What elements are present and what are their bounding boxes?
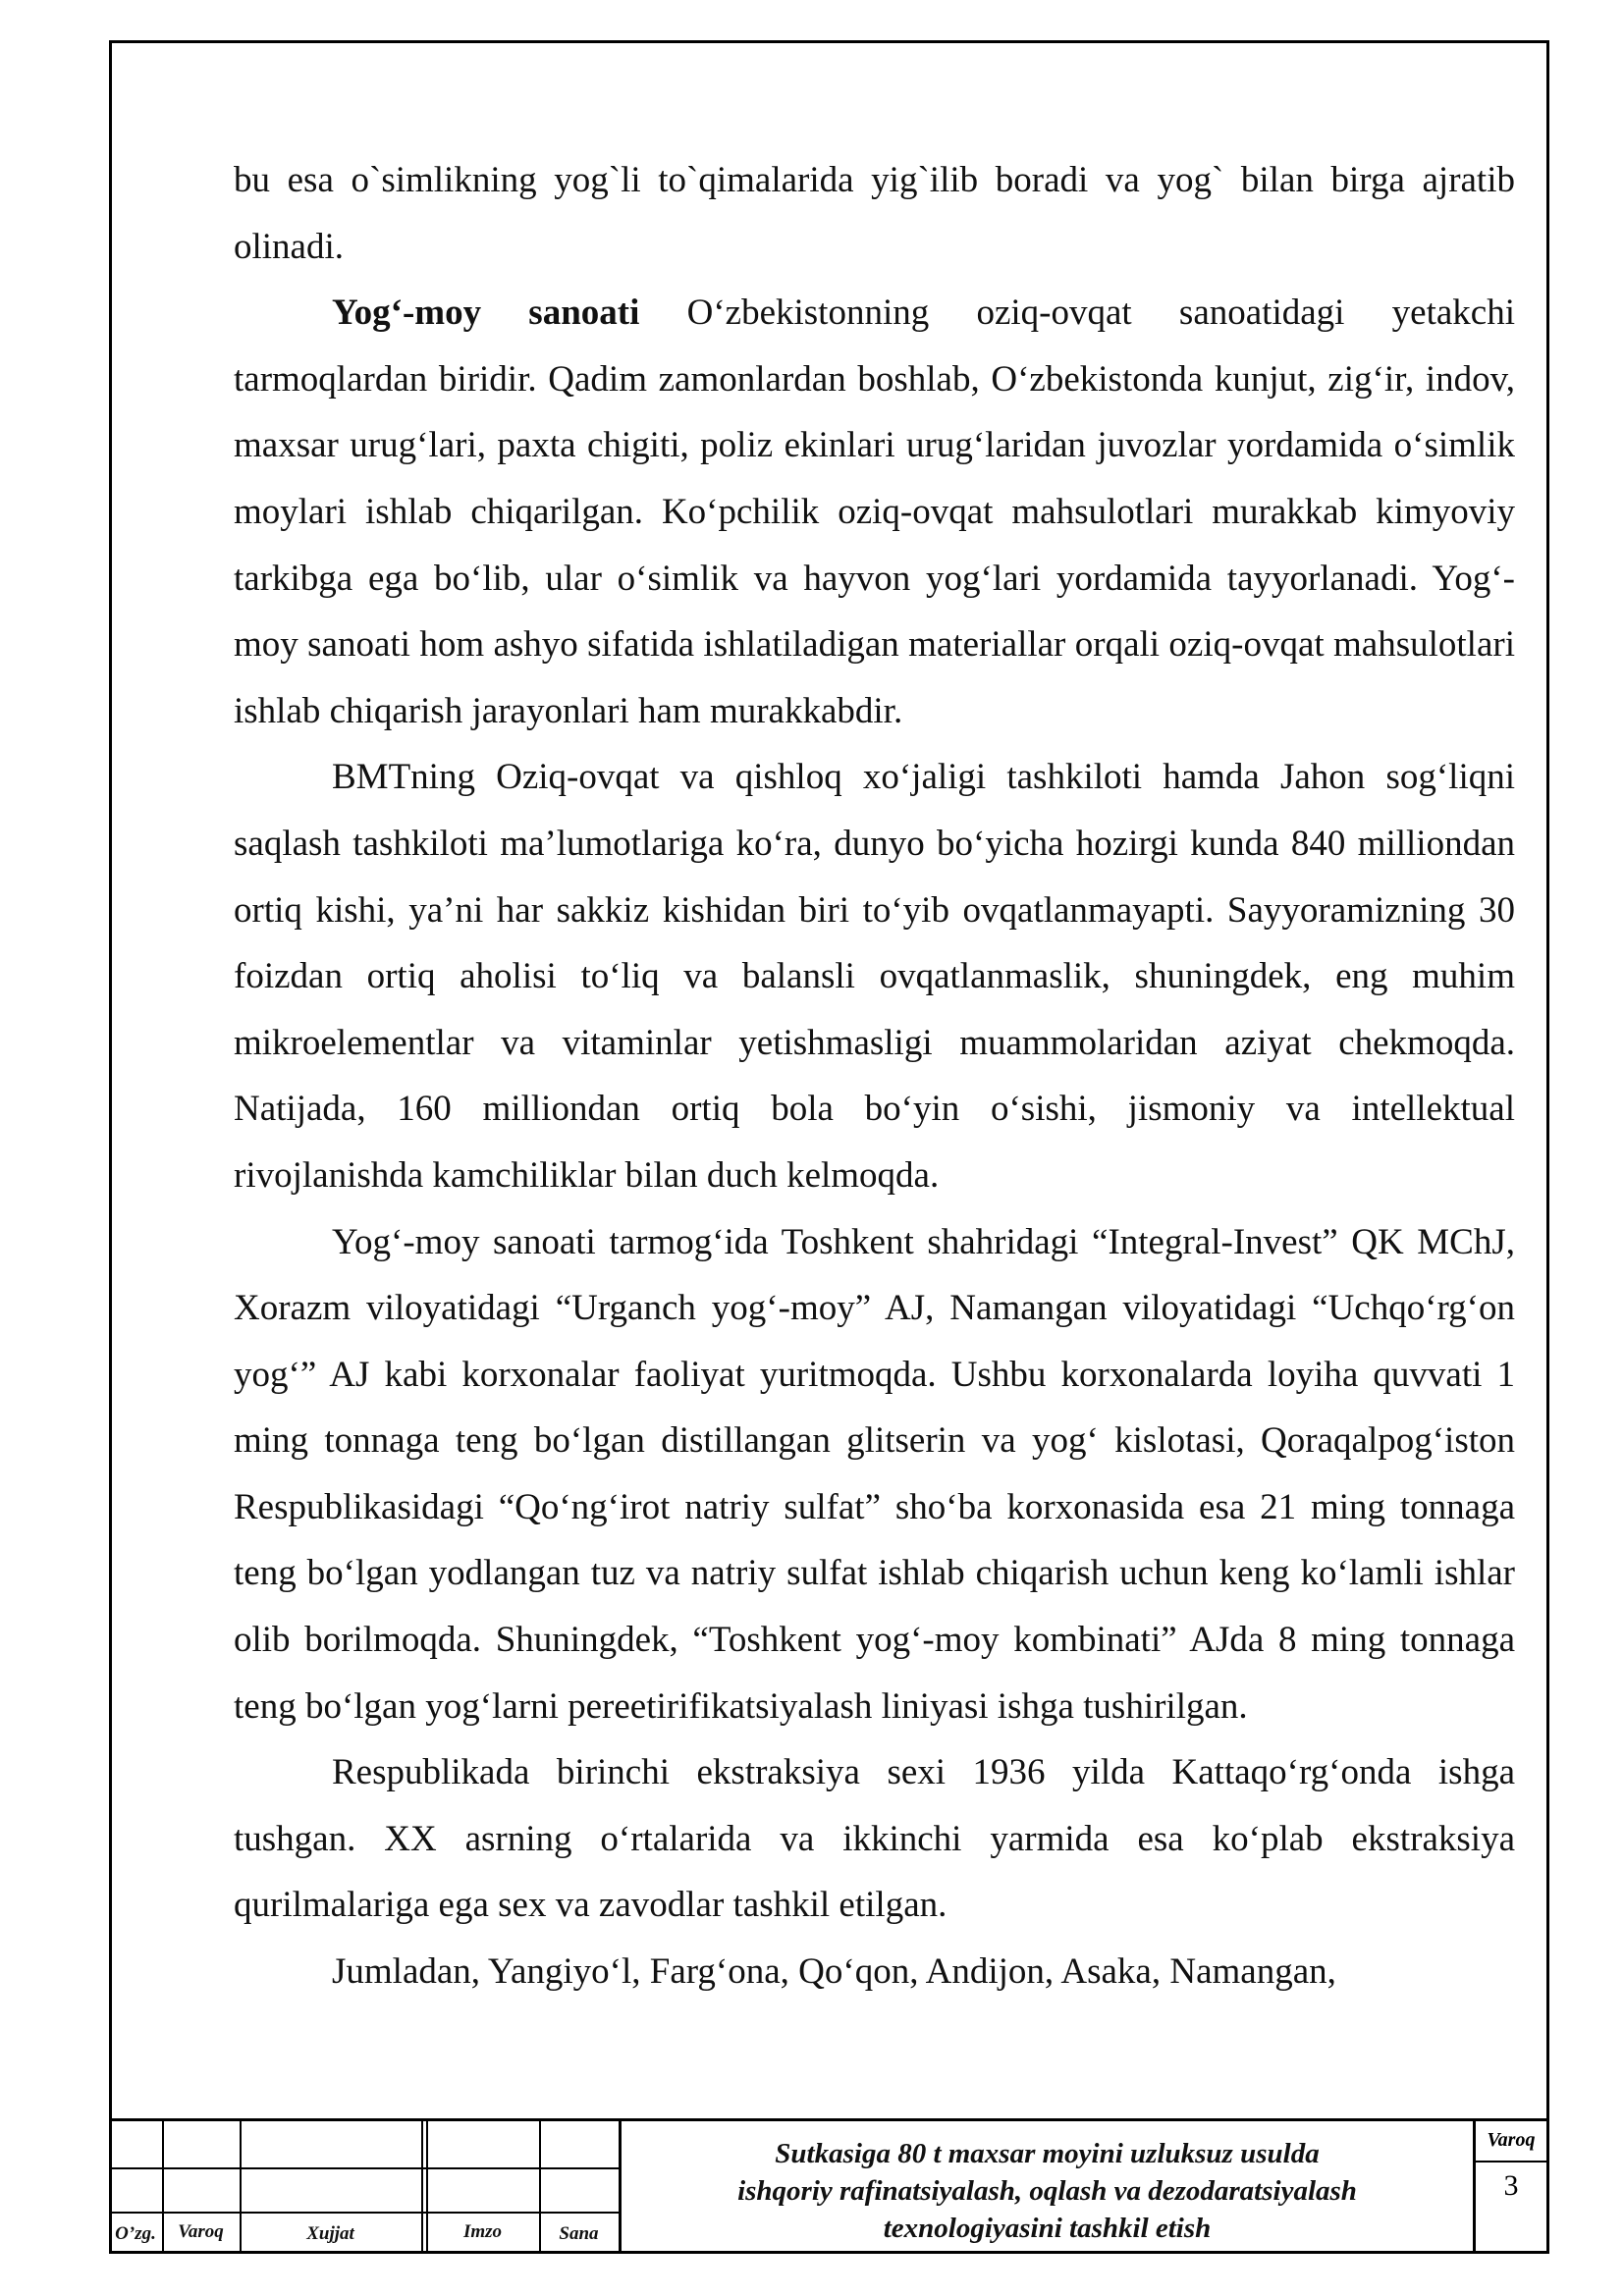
title-line-2: ishqoriy rafinatsiyalash, oqlash va dezodaratsiyalash — [737, 2175, 1357, 2207]
title-block — [109, 2118, 1549, 2254]
paragraph-5: Respublikada birinchi ekstraksiya sexi 1936 yilda Kattaqo‘rg‘onda ishga tushgan. XX asrning o‘rtalarida va ikkinchi yarmida esa ko‘plab ekstraksiya qurilmalariga ega sex va zavodlar tashkil etilgan. — [234, 1752, 1515, 1926]
paragraph-2 — [234, 280, 1515, 744]
sana-label: Sana — [559, 2223, 599, 2244]
paragraph-3: BMTning Oziq-ovqat va qishloq xo‘jaligi tashkiloti hamda Jahon sog‘liqni saqlash tashkiloti ma’lumotlariga ko‘ra, dunyo bo‘yicha hozirgi kunda 840 milliondan ortiq kishi, ya’ni har sakkiz kishidan biri to‘yib ovqatlanmayapti. Sayyoramizning 30 foizdan ortiq aholisi to‘liq va balansli ovqatlanmaslik, shuningdek, eng muhim mikroelementlar va vitaminlar yetishmasligi muammolaridan aziyat chekmoqda. Natijada, 160 milliondan ortiq bola bo‘yin o‘sishi, jismoniy va intellektual rivojlanishda kamchiliklar bilan duch kelmoqda. — [234, 757, 1515, 1196]
title-line-1: Sutkasiga 80 t maxsar moyini uzluksuz usulda — [775, 2138, 1320, 2169]
ozg-label: O’zg. — [115, 2223, 156, 2244]
sheet-label: Varoq — [1476, 2123, 1546, 2163]
paragraph-4: Yog‘-moy sanoati tarmog‘ida Toshkent shahridagi “Integral-Invest” QK MChJ, Xorazm viloyatidagi “Urganch yog‘-moy” AJ, Namangan viloyatidagi “Uchqo‘rg‘on yog‘” AJ kabi korxonalar faoliyat yuritmoqda. Ushbu korxonalarda loyiha quvvati 1 ming tonnaga teng bo‘lgan distillangan glitserin va yog‘ kislotasi, Qoraqalpog‘iston Respublikasidagi “Qo‘ng‘irot natriy sulfat” sho‘ba korxonasida esa 21 ming tonnaga teng bo‘lgan yodlangan tuz va natriy sulfat ishlab chiqarish uchun keng ko‘lamli ishlar olib borilmoqda. Shuningdek, “Toshkent yog‘-moy kombinati” AJda 8 ming tonnaga teng bo‘lgan yog‘larni pereetirifikatsiyalash liniyasi ishga tushirilgan. — [234, 1221, 1515, 1727]
varoq-label: Varoq — [178, 2221, 224, 2242]
paragraph-1: bu esa o`simlikning yog`li to`qimalarida yig`ilib boradi va yog` bilan birga ajratib olinadi. — [234, 160, 1515, 267]
grid-line — [109, 2167, 619, 2169]
sheet-number-box — [1473, 2121, 1546, 2254]
xujjat-label: Xujjat — [306, 2223, 354, 2244]
title-line-3: texnologiyasini tashkil etish — [883, 2213, 1212, 2244]
grid-line — [421, 2121, 423, 2254]
sheet-number: 3 — [1503, 2169, 1519, 2202]
grid-line — [109, 2212, 619, 2214]
imzo-label: Imzo — [462, 2221, 503, 2242]
revision-grid — [109, 2121, 619, 2254]
document-title — [619, 2121, 1473, 2254]
body-text — [234, 147, 1515, 2005]
bold-term: Yog‘-moy sanoati — [332, 293, 640, 334]
paragraph-2-text: O‘zbekistonning oziq-ovqat sanoatidagi yetakchi tarmoqlardan biridir. Qadim zamonlardan boshlab, O‘zbekistonda kunjut, zig‘ir, indov, maxsar urug‘lari, paxta chigiti, poliz ekinlari urug‘laridan juvozlar yordamida o‘simlik moylari ishlab chiqarilgan. Ko‘pchilik oziq-ovqat mahsulotlari murakkab kimyoviy tarkibga ega bo‘lib, ular o‘simlik va hayvon yog‘lari yordamida tayyorlanadi. Yog‘-moy sanoati hom ashyo sifatida ishlatiladigan materiallar orqali oziq-ovqat mahsulotlari ishlab chiqarish jarayonlari ham murakkabdir. — [234, 293, 1515, 731]
paragraph-6: Jumladan, Yangiyo‘l, Farg‘ona, Qo‘qon, Andijon, Asaka, Namangan, — [332, 1951, 1336, 1993]
